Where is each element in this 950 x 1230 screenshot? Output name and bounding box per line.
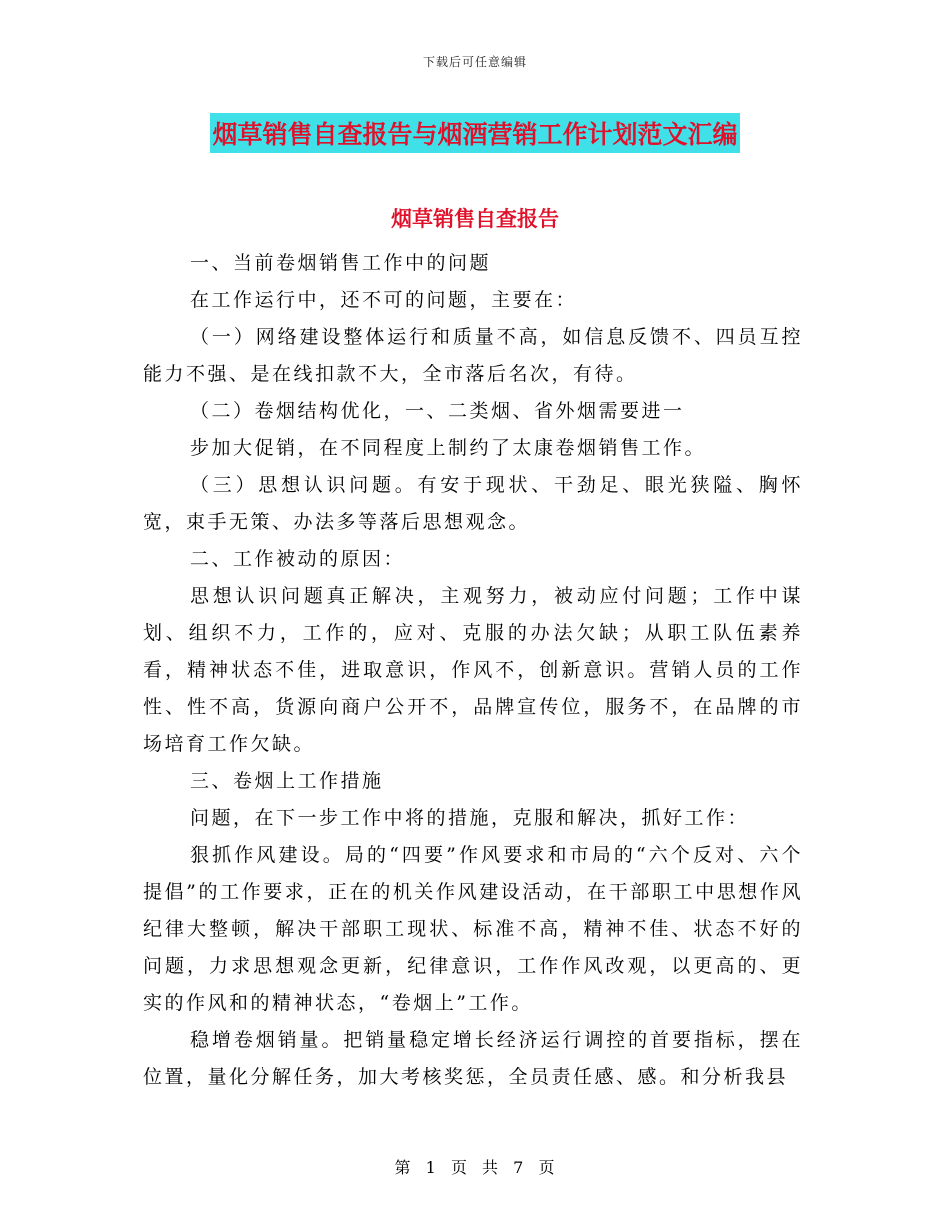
paragraph: 二、工作被动的原因： — [190, 548, 406, 570]
footer-total-label: 共 — [482, 1158, 500, 1177]
document-title — [0, 113, 950, 153]
paragraph: （一）网络建设整体运行和质量不高，如信息反馈不、四员互控能力不强、是在线扣款不大，全市落后名次，有待。 — [143, 326, 803, 385]
paragraph: （三）思想认识问题。有安于现状、干劲足、眼光狭隘、胸怀宽，束手无策、办法多等落后思想观念。 — [143, 474, 803, 533]
document-title-text: 烟草销售自查报告与烟酒营销工作计划范文汇编 — [210, 113, 739, 153]
footer-page-label: 第 — [394, 1158, 412, 1177]
paragraph: 步加大促销，在不同程度上制约了太康卷烟销售工作。 — [190, 437, 707, 459]
paragraph: 稳增卷烟销量。把销量稳定增长经济运行调控的首要指标，摆在位置，量化分解任务，加大考核奖惩，全员责任感、感。和分析我县 — [143, 1029, 803, 1088]
section-title: 烟草销售自查报告 — [391, 207, 559, 231]
paragraph: 问题，在下一步工作中将的措施，克服和解决，抓好工作： — [190, 807, 750, 829]
document-body — [143, 245, 803, 1096]
paragraph: 在工作运行中，还不可的问题，主要在： — [190, 289, 578, 311]
paragraph: 思想认识问题真正解决，主观努力，被动应付问题；工作中谋划、组织不力，工作的，应对、克服的办法欠缺；从职工队伍素养看，精神状态不佳，进取意识，作风不，创新意识。营销人员的工作性、性不高，货源向商户公开不，品牌宣传位，服务不，在品牌的市场培育工作欠缺。 — [143, 585, 803, 755]
footer-unit-label: 页 — [450, 1158, 468, 1177]
footer-total-pages: 7 — [513, 1158, 525, 1177]
footer-current-page: 1 — [425, 1158, 437, 1177]
footer-unit-label-2: 页 — [538, 1158, 556, 1177]
paragraph: 一、当前卷烟销售工作中的问题 — [190, 252, 492, 274]
header-note: 下载后可任意编辑 — [422, 55, 527, 69]
page-footer — [0, 1155, 950, 1178]
paragraph: 狠抓作风建设。局的“四要”作风要求和市局的“六个反对、六个提倡”的工作要求，正在的机关作风建设活动，在干部职工中思想作风纪律大整顿，解决干部职工现状、标准不高，精神不佳、状态不好的问题，力求思想观念更新，纪律意识，工作作风改观，以更高的、更实的作风和的精神状态，“卷烟上”工作。 — [143, 844, 803, 1014]
paragraph: 三、卷烟上工作措施 — [190, 770, 384, 792]
paragraph: （二）卷烟结构优化，一、二类烟、省外烟需要进一 — [190, 400, 685, 422]
